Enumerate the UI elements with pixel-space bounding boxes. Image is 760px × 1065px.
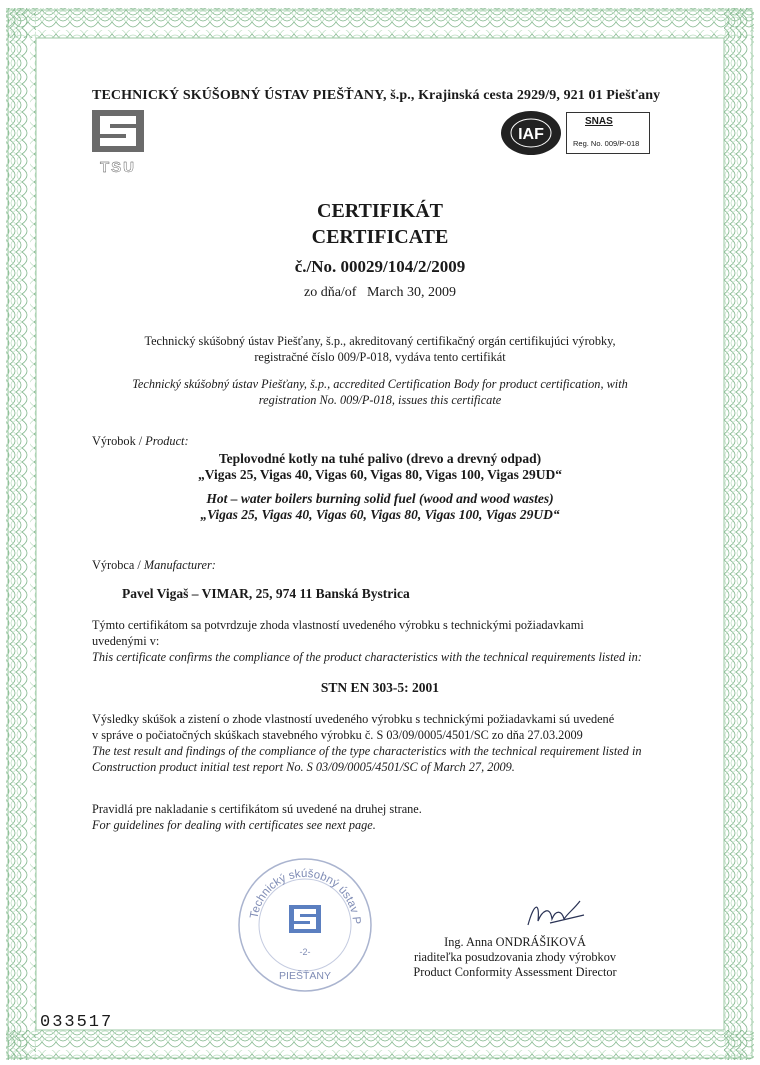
stamp-logo-icon: [294, 909, 316, 929]
compliance-en-line: This certificate confirms the compliance of the product characteristics with the technical requirements listed in:: [92, 650, 642, 664]
product-en-line2: „Vigas 25, Vigas 40, Vigas 60, Vigas 80, Vigas 100, Vigas 29UD“: [200, 507, 560, 522]
compliance-sk-line2: uvedenými v:: [92, 634, 160, 648]
product-label-sk: Výrobok /: [92, 434, 143, 448]
iaf-globe-icon: [500, 110, 562, 156]
compliance-statement: [92, 617, 682, 665]
official-stamp: [235, 855, 375, 1000]
intro-sk-line1: Technický skúšobný ústav Piešťany, š.p., akreditovaný certifikačný orgán certifikujúci výrobky,: [144, 334, 616, 348]
results-sk-line2: v správe o počiatočných skúškach stavebného výrobku č. S 03/09/0005/4501/SC zo dňa 27.03.2009: [92, 728, 583, 742]
stamp-number: -2-: [299, 947, 311, 957]
manufacturer-label-sk: Výrobca /: [92, 558, 141, 572]
guidelines-note: [92, 801, 422, 833]
title-sk: CERTIFIKÁT: [317, 200, 443, 222]
iaf-text: IAF: [518, 126, 544, 143]
manufacturer-name: Pavel Vigaš – VIMAR, 25, 974 11 Banská Bystrica: [122, 586, 410, 601]
manufacturer-label-en: Manufacturer:: [143, 558, 216, 572]
signatory-name: Ing. Anna ONDRÁŠIKOVÁ: [444, 935, 586, 949]
handwritten-signature: [520, 895, 590, 935]
tsu-logo: [92, 110, 144, 176]
results-sk-line1: Výsledky skúšok a zistení o zhode vlastností uvedeného výrobku s technickými požiadavkami sú uvedené: [92, 712, 615, 726]
guidelines-en: For guidelines for dealing with certificates see next page.: [92, 818, 376, 832]
snas-label: SNAS: [585, 116, 613, 127]
intro-en-line1: Technický skúšobný ústav Piešťany, š.p., accredited Certification Body for product certification, with: [132, 377, 628, 391]
results-en-line2: Construction product initial test report No. S 03/09/0005/4501/SC of March 27, 2009.: [92, 760, 515, 774]
signatory-title-sk: riaditeľka posudzovania zhody výrobkov: [413, 950, 617, 964]
snas-accreditation-box: [566, 112, 650, 154]
iaf-emblem: [500, 110, 562, 161]
tsu-logo-text: TSU: [100, 159, 136, 176]
certificate-number: č./No. 00029/104/2/2009: [294, 257, 466, 276]
serial-number: 033517: [40, 1013, 114, 1032]
stamp-bottom-text: PIEŠŤANY: [279, 970, 331, 982]
product-en: [0, 491, 760, 523]
snas-reg-number: Reg. No. 009/P-018: [573, 139, 640, 148]
intro-en-line2: registration No. 009/P-018, issues this certificate: [258, 393, 502, 407]
tsu-logo-mark: [92, 110, 144, 152]
manufacturer-label: [92, 557, 216, 573]
results-en-line1: The test result and findings of the compliance of the type characteristics with the technical requirement listed in: [92, 744, 642, 758]
signatory-title-en: Product Conformity Assessment Director: [413, 965, 617, 979]
issuer-header: TECHNICKÝ SKÚŠOBNÝ ÚSTAV PIEŠŤANY, š.p., Krajinská cesta 2929/9, 921 01 Piešťany: [92, 88, 661, 103]
standard-reference: STN EN 303-5: 2001: [320, 680, 440, 695]
product-label-en: Product:: [145, 434, 189, 448]
title-en: CERTIFICATE: [311, 226, 449, 248]
intro-en: [0, 376, 760, 408]
certificate-date: zo dňa/of March 30, 2009: [303, 285, 457, 300]
intro-sk: [0, 333, 760, 365]
product-en-line1: Hot – water boilers burning solid fuel (wood and wood wastes): [206, 491, 554, 506]
test-results: [92, 711, 692, 775]
product-sk-line1: Teplovodné kotly na tuhé palivo (drevo a drevný odpad): [218, 451, 542, 466]
stamp-ring-text: Technický skúšobný ústav P: [248, 867, 363, 925]
product-sk: [0, 451, 760, 483]
product-label: [92, 433, 189, 449]
product-sk-line2: „Vigas 25, Vigas 40, Vigas 60, Vigas 80, Vigas 100, Vigas 29UD“: [197, 467, 563, 482]
intro-sk-line2: registračné číslo 009/P-018, vydáva tento certifikát: [254, 350, 506, 364]
compliance-sk-line1: Týmto certifikátom sa potvrdzuje zhoda vlastností uvedeného výrobku s technickými požiadavkami: [92, 618, 584, 632]
signatory-block: [395, 935, 635, 980]
guidelines-sk: Pravidlá pre nakladanie s certifikátom sú uvedené na druhej strane.: [92, 802, 422, 816]
stamp-seal: [235, 855, 375, 995]
